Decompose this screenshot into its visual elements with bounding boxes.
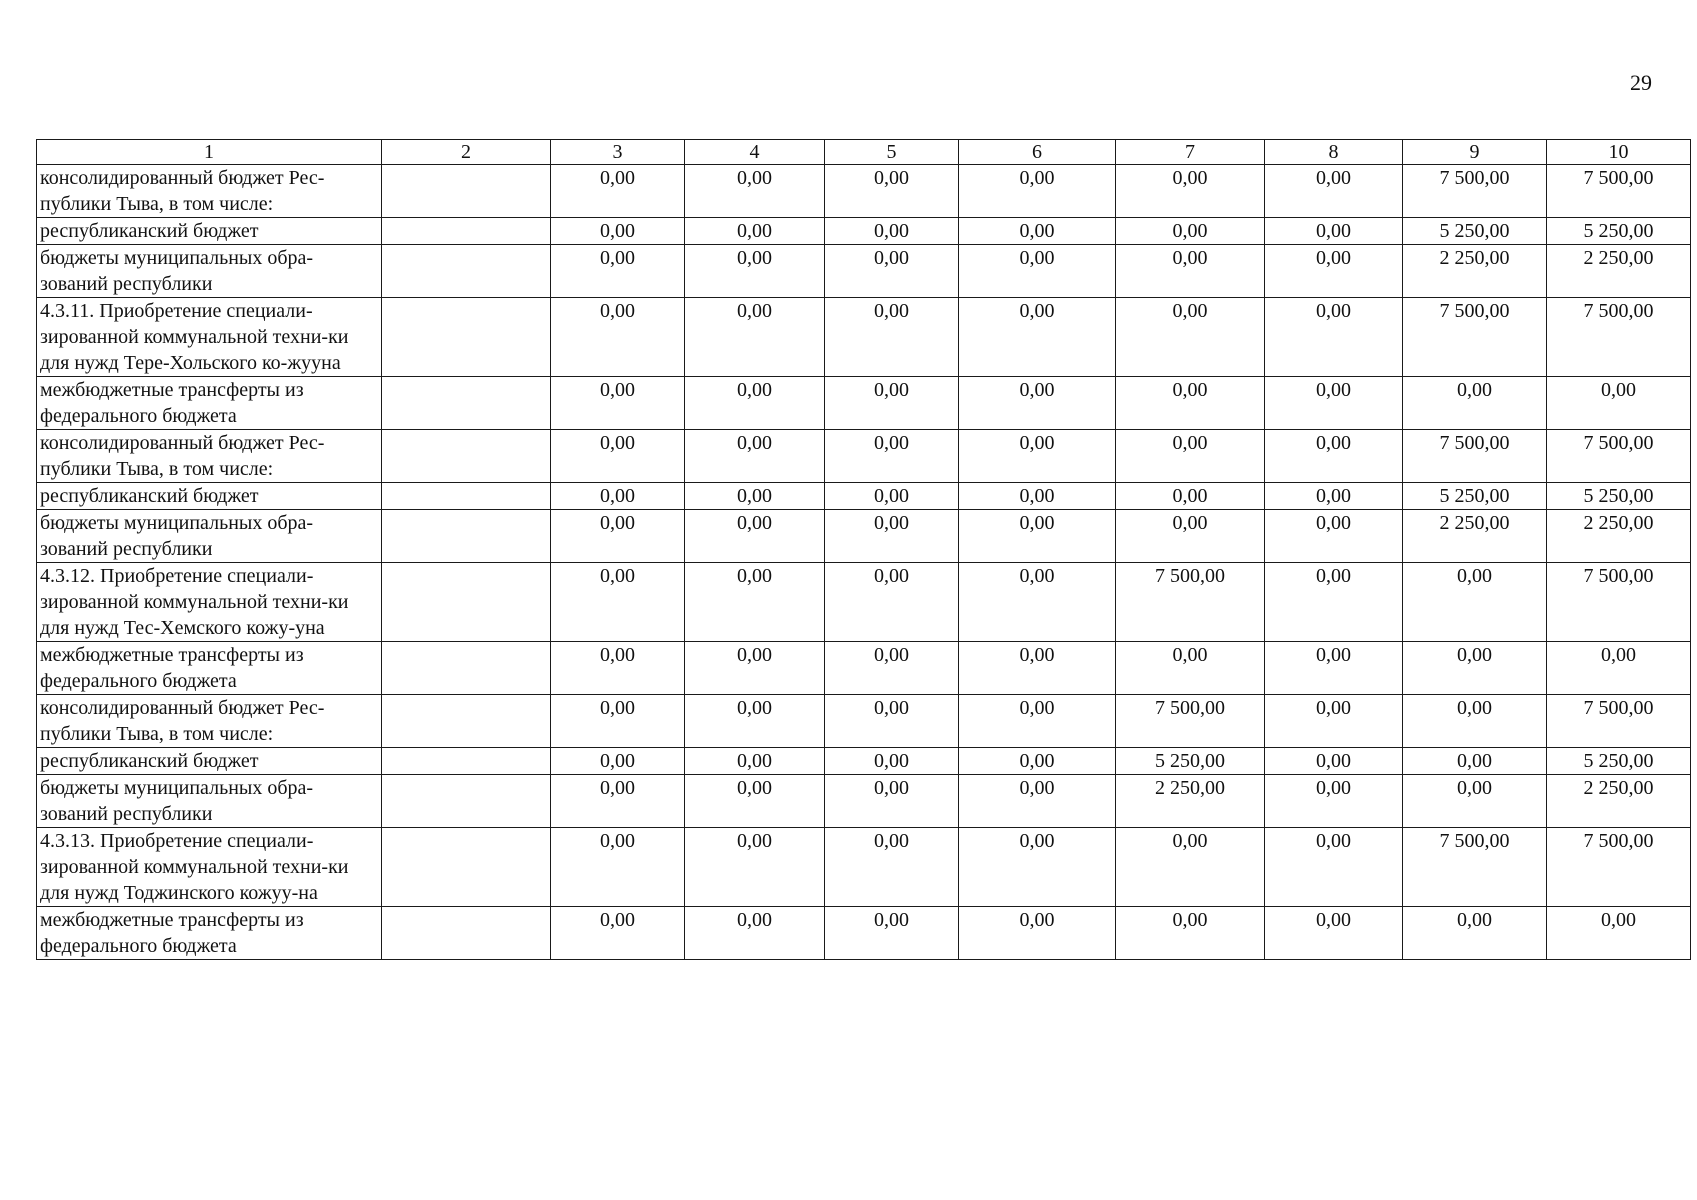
cell-value: 0,00 (1547, 907, 1691, 960)
cell-value: 0,00 (959, 298, 1116, 377)
cell-value: 0,00 (825, 563, 959, 642)
cell-value: 0,00 (685, 165, 825, 218)
cell-value: 2 250,00 (1403, 245, 1547, 298)
cell-value: 7 500,00 (1403, 298, 1547, 377)
cell-value: 0,00 (959, 748, 1116, 775)
table-row (37, 695, 1691, 748)
cell-col2 (382, 563, 551, 642)
column-header: 1 (37, 140, 382, 165)
row-label: бюджеты муниципальных обра-зований республики (37, 775, 382, 828)
row-label: бюджеты муниципальных обра-зований республики (37, 510, 382, 563)
cell-value: 0,00 (959, 775, 1116, 828)
cell-value: 0,00 (685, 483, 825, 510)
table-row (37, 245, 1691, 298)
cell-value: 2 250,00 (1547, 510, 1691, 563)
row-label: республиканский бюджет (37, 218, 382, 245)
cell-col2 (382, 483, 551, 510)
cell-value: 0,00 (685, 828, 825, 907)
cell-value: 0,00 (825, 510, 959, 563)
cell-value: 0,00 (1265, 563, 1403, 642)
cell-value: 0,00 (1265, 642, 1403, 695)
column-header: 9 (1403, 140, 1547, 165)
cell-value: 7 500,00 (1547, 695, 1691, 748)
cell-value: 0,00 (825, 775, 959, 828)
table-row (37, 828, 1691, 907)
cell-value: 0,00 (685, 377, 825, 430)
cell-value: 0,00 (1116, 430, 1265, 483)
cell-value: 0,00 (1116, 510, 1265, 563)
cell-value: 0,00 (1116, 828, 1265, 907)
column-header: 5 (825, 140, 959, 165)
cell-value: 0,00 (551, 748, 685, 775)
cell-value: 0,00 (1403, 907, 1547, 960)
cell-value: 5 250,00 (1547, 483, 1691, 510)
cell-value: 0,00 (551, 563, 685, 642)
cell-value: 0,00 (1116, 377, 1265, 430)
row-label: консолидированный бюджет Рес-публики Тыва, в том числе: (37, 165, 382, 218)
cell-value: 0,00 (1265, 377, 1403, 430)
cell-value: 0,00 (551, 483, 685, 510)
cell-value: 0,00 (1265, 775, 1403, 828)
cell-value: 0,00 (1403, 377, 1547, 430)
cell-value: 0,00 (551, 165, 685, 218)
cell-col2 (382, 695, 551, 748)
table-row (37, 165, 1691, 218)
cell-value: 0,00 (1265, 165, 1403, 218)
cell-value: 0,00 (959, 377, 1116, 430)
cell-value: 2 250,00 (1403, 510, 1547, 563)
cell-value: 0,00 (685, 907, 825, 960)
cell-value: 0,00 (551, 642, 685, 695)
table-row (37, 430, 1691, 483)
column-header: 3 (551, 140, 685, 165)
cell-value: 0,00 (825, 298, 959, 377)
cell-value: 0,00 (1116, 483, 1265, 510)
cell-value: 0,00 (959, 563, 1116, 642)
cell-value: 2 250,00 (1547, 775, 1691, 828)
cell-value: 7 500,00 (1547, 563, 1691, 642)
cell-value: 7 500,00 (1547, 430, 1691, 483)
cell-value: 0,00 (1116, 907, 1265, 960)
cell-value: 0,00 (685, 218, 825, 245)
cell-value: 7 500,00 (1547, 165, 1691, 218)
cell-value: 0,00 (551, 907, 685, 960)
cell-value: 7 500,00 (1403, 165, 1547, 218)
cell-value: 0,00 (1116, 245, 1265, 298)
cell-value: 0,00 (825, 642, 959, 695)
table-body (37, 165, 1691, 960)
cell-value: 0,00 (1116, 165, 1265, 218)
cell-value: 0,00 (825, 695, 959, 748)
cell-value: 0,00 (825, 430, 959, 483)
cell-value: 0,00 (959, 642, 1116, 695)
cell-value: 5 250,00 (1547, 748, 1691, 775)
cell-value: 0,00 (551, 218, 685, 245)
cell-value: 0,00 (1403, 563, 1547, 642)
cell-col2 (382, 218, 551, 245)
cell-value: 0,00 (1265, 298, 1403, 377)
cell-value: 0,00 (825, 828, 959, 907)
cell-value: 7 500,00 (1547, 298, 1691, 377)
table-row (37, 563, 1691, 642)
cell-col2 (382, 828, 551, 907)
cell-col2 (382, 165, 551, 218)
cell-value: 0,00 (1116, 298, 1265, 377)
cell-value: 0,00 (551, 828, 685, 907)
column-header: 8 (1265, 140, 1403, 165)
cell-value: 0,00 (551, 695, 685, 748)
cell-value: 0,00 (959, 510, 1116, 563)
cell-value: 2 250,00 (1547, 245, 1691, 298)
cell-value: 0,00 (1265, 748, 1403, 775)
cell-value: 0,00 (551, 510, 685, 563)
cell-value: 0,00 (825, 165, 959, 218)
cell-value: 0,00 (825, 218, 959, 245)
cell-value: 7 500,00 (1116, 563, 1265, 642)
cell-value: 0,00 (825, 907, 959, 960)
table-row (37, 642, 1691, 695)
page-number: 29 (1630, 70, 1652, 95)
cell-col2 (382, 245, 551, 298)
cell-value: 0,00 (959, 165, 1116, 218)
cell-col2 (382, 510, 551, 563)
cell-col2 (382, 907, 551, 960)
cell-value: 0,00 (551, 245, 685, 298)
column-header: 2 (382, 140, 551, 165)
cell-value: 5 250,00 (1547, 218, 1691, 245)
column-header: 10 (1547, 140, 1691, 165)
row-label: республиканский бюджет (37, 748, 382, 775)
cell-value: 0,00 (1403, 748, 1547, 775)
cell-value: 0,00 (1265, 510, 1403, 563)
cell-value: 0,00 (1265, 695, 1403, 748)
cell-value: 0,00 (959, 430, 1116, 483)
row-label: межбюджетные трансферты из федерального бюджета (37, 377, 382, 430)
table-row (37, 907, 1691, 960)
cell-value: 0,00 (685, 510, 825, 563)
cell-value: 0,00 (1265, 245, 1403, 298)
cell-value: 0,00 (959, 828, 1116, 907)
cell-value: 0,00 (551, 298, 685, 377)
cell-value: 0,00 (551, 430, 685, 483)
cell-value: 7 500,00 (1403, 828, 1547, 907)
cell-value: 0,00 (1265, 907, 1403, 960)
cell-value: 0,00 (1403, 695, 1547, 748)
cell-value: 0,00 (685, 642, 825, 695)
cell-col2 (382, 642, 551, 695)
cell-value: 0,00 (1116, 642, 1265, 695)
row-label: 4.3.13. Приобретение специали-зированной коммунальной техни-ки для нужд Тоджинского кожуу-на (37, 828, 382, 907)
cell-value: 0,00 (1403, 642, 1547, 695)
cell-value: 0,00 (1265, 828, 1403, 907)
row-label: 4.3.11. Приобретение специали-зированной коммунальной техни-ки для нужд Тере-Хольского ко-жууна (37, 298, 382, 377)
cell-value: 0,00 (1265, 218, 1403, 245)
cell-value: 0,00 (1116, 218, 1265, 245)
row-label: консолидированный бюджет Рес-публики Тыва, в том числе: (37, 695, 382, 748)
row-label: межбюджетные трансферты из федерального бюджета (37, 642, 382, 695)
table-row (37, 377, 1691, 430)
cell-value: 5 250,00 (1403, 218, 1547, 245)
cell-col2 (382, 775, 551, 828)
cell-value: 0,00 (1403, 775, 1547, 828)
header-row (37, 140, 1691, 165)
table-row (37, 218, 1691, 245)
cell-value: 0,00 (685, 245, 825, 298)
cell-value: 0,00 (1265, 483, 1403, 510)
column-header: 7 (1116, 140, 1265, 165)
cell-value: 0,00 (685, 430, 825, 483)
row-label: межбюджетные трансферты из федерального бюджета (37, 907, 382, 960)
table-row (37, 748, 1691, 775)
cell-value: 0,00 (959, 695, 1116, 748)
cell-value: 0,00 (959, 483, 1116, 510)
cell-value: 0,00 (685, 298, 825, 377)
cell-value: 0,00 (825, 377, 959, 430)
cell-value: 0,00 (825, 245, 959, 298)
cell-value: 7 500,00 (1547, 828, 1691, 907)
row-label: бюджеты муниципальных обра-зований республики (37, 245, 382, 298)
cell-value: 0,00 (1547, 377, 1691, 430)
cell-value: 0,00 (685, 695, 825, 748)
table-row (37, 298, 1691, 377)
row-label: 4.3.12. Приобретение специали-зированной коммунальной техни-ки для нужд Тес-Хемского кожу-уна (37, 563, 382, 642)
cell-value: 7 500,00 (1403, 430, 1547, 483)
cell-value: 0,00 (959, 245, 1116, 298)
column-header: 4 (685, 140, 825, 165)
table-row (37, 775, 1691, 828)
cell-value: 5 250,00 (1116, 748, 1265, 775)
row-label: республиканский бюджет (37, 483, 382, 510)
cell-value: 0,00 (551, 377, 685, 430)
budget-table (36, 139, 1691, 960)
cell-col2 (382, 377, 551, 430)
table-row (37, 510, 1691, 563)
cell-value: 0,00 (825, 483, 959, 510)
column-header: 6 (959, 140, 1116, 165)
row-label: консолидированный бюджет Рес-публики Тыва, в том числе: (37, 430, 382, 483)
cell-col2 (382, 430, 551, 483)
cell-value: 0,00 (685, 775, 825, 828)
cell-col2 (382, 748, 551, 775)
cell-value: 0,00 (1547, 642, 1691, 695)
cell-value: 5 250,00 (1403, 483, 1547, 510)
table-row (37, 483, 1691, 510)
cell-value: 0,00 (959, 907, 1116, 960)
cell-value: 0,00 (685, 748, 825, 775)
cell-value: 2 250,00 (1116, 775, 1265, 828)
cell-value: 0,00 (825, 748, 959, 775)
cell-value: 0,00 (959, 218, 1116, 245)
cell-value: 0,00 (551, 775, 685, 828)
cell-value: 0,00 (685, 563, 825, 642)
cell-value: 7 500,00 (1116, 695, 1265, 748)
cell-col2 (382, 298, 551, 377)
cell-value: 0,00 (1265, 430, 1403, 483)
